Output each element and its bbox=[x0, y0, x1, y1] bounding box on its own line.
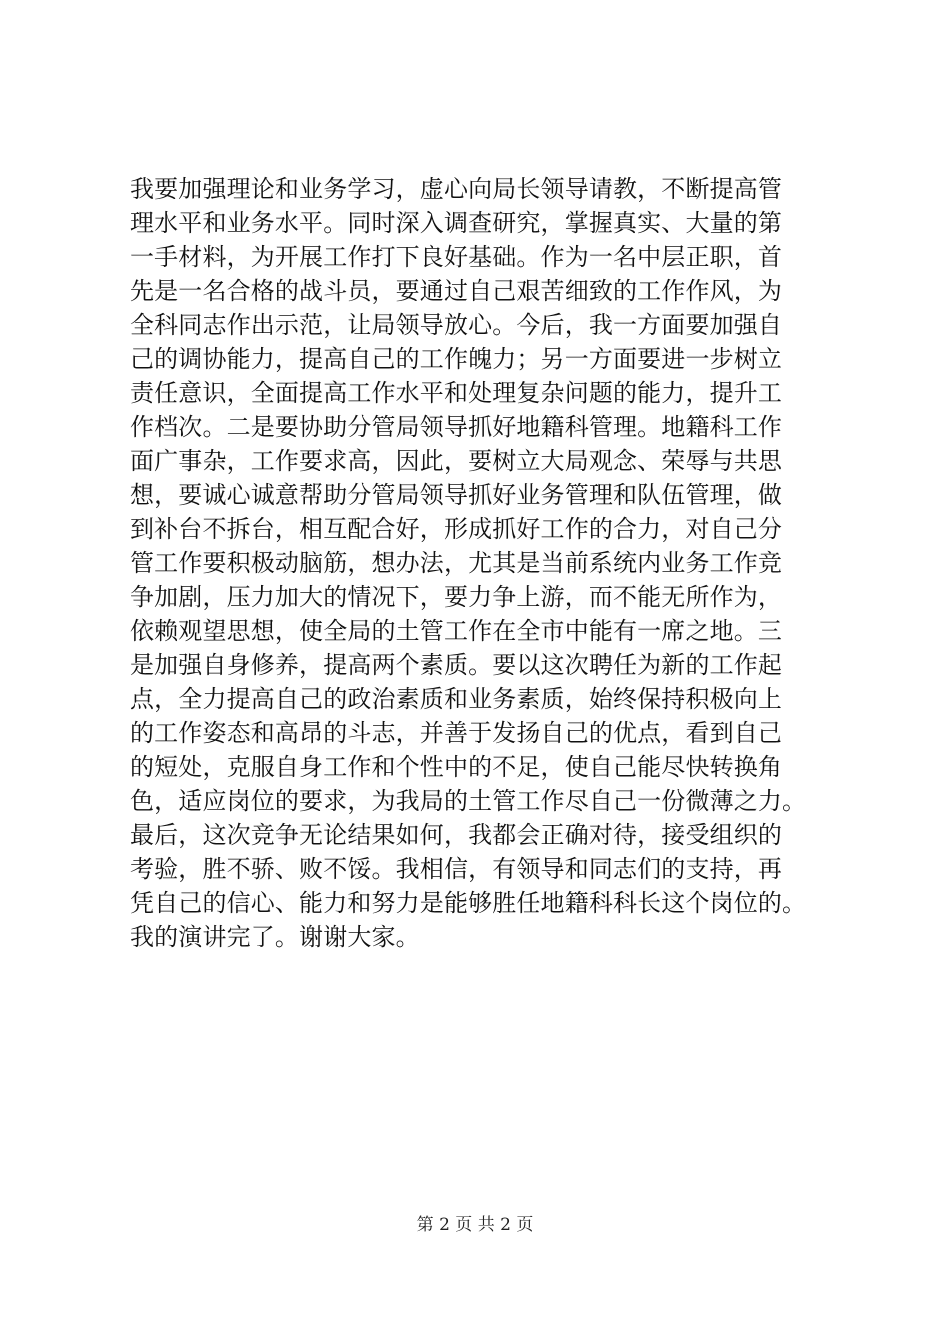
text-line: 责任意识，全面提高工作水平和处理复杂问题的能力，提升工 bbox=[130, 379, 783, 407]
text-line: 全科同志作出示范，让局领导放心。今后，我一方面要加强自 bbox=[130, 311, 783, 339]
text-line: 想，要诚心诚意帮助分管局领导抓好业务管理和队伍管理，做 bbox=[130, 481, 783, 509]
text-line: 理水平和业务水平。同时深入调查研究，掌握真实、大量的第 bbox=[130, 209, 783, 237]
text-line: 凭自己的信心、能力和努力是能够胜任地籍科科长这个岗位的。 bbox=[130, 889, 807, 917]
text-line: 的短处，克服自身工作和个性中的不足，使自己能尽快转换角 bbox=[130, 753, 783, 781]
body-text bbox=[130, 172, 830, 954]
text-line: 我要加强理论和业务学习，虚心向局长领导请教，不断提高管 bbox=[130, 175, 783, 203]
text-line: 我的演讲完了。谢谢大家。 bbox=[130, 923, 420, 951]
text-line: 点，全力提高自己的政治素质和业务素质，始终保持积极向上 bbox=[130, 685, 783, 713]
text-line: 的工作姿态和高昂的斗志，并善于发扬自己的优点，看到自己 bbox=[130, 719, 783, 747]
text-line: 先是一名合格的战斗员，要通过自己艰苦细致的工作作风，为 bbox=[130, 277, 783, 305]
text-line: 是加强自身修养，提高两个素质。要以这次聘任为新的工作起 bbox=[130, 651, 783, 679]
text-line: 依赖观望思想，使全局的土管工作在全市中能有一席之地。三 bbox=[130, 617, 783, 645]
text-line: 到补台不拆台，相互配合好，形成抓好工作的合力，对自己分 bbox=[130, 515, 783, 543]
text-line: 色，适应岗位的要求，为我局的土管工作尽自己一份微薄之力。 bbox=[130, 787, 807, 815]
text-line: 管工作要积极动脑筋，想办法，尤其是当前系统内业务工作竞 bbox=[130, 549, 783, 577]
text-line: 最后，这次竞争无论结果如何，我都会正确对待，接受组织的 bbox=[130, 821, 783, 849]
text-line: 己的调协能力，提高自己的工作魄力；另一方面要进一步树立 bbox=[130, 345, 783, 373]
text-line: 面广事杂，工作要求高，因此，要树立大局观念、荣辱与共思 bbox=[130, 447, 783, 475]
page-number-footer: 第 2 页 共 2 页 bbox=[416, 1215, 534, 1235]
text-line: 考验，胜不骄、败不馁。我相信，有领导和同志们的支持，再 bbox=[130, 855, 783, 883]
text-line: 争加剧，压力加大的情况下，要力争上游，而不能无所作为， bbox=[130, 583, 783, 611]
text-line: 一手材料，为开展工作打下良好基础。作为一名中层正职，首 bbox=[130, 243, 783, 271]
text-line: 作档次。二是要协助分管局领导抓好地籍科管理。地籍科工作 bbox=[130, 413, 783, 441]
